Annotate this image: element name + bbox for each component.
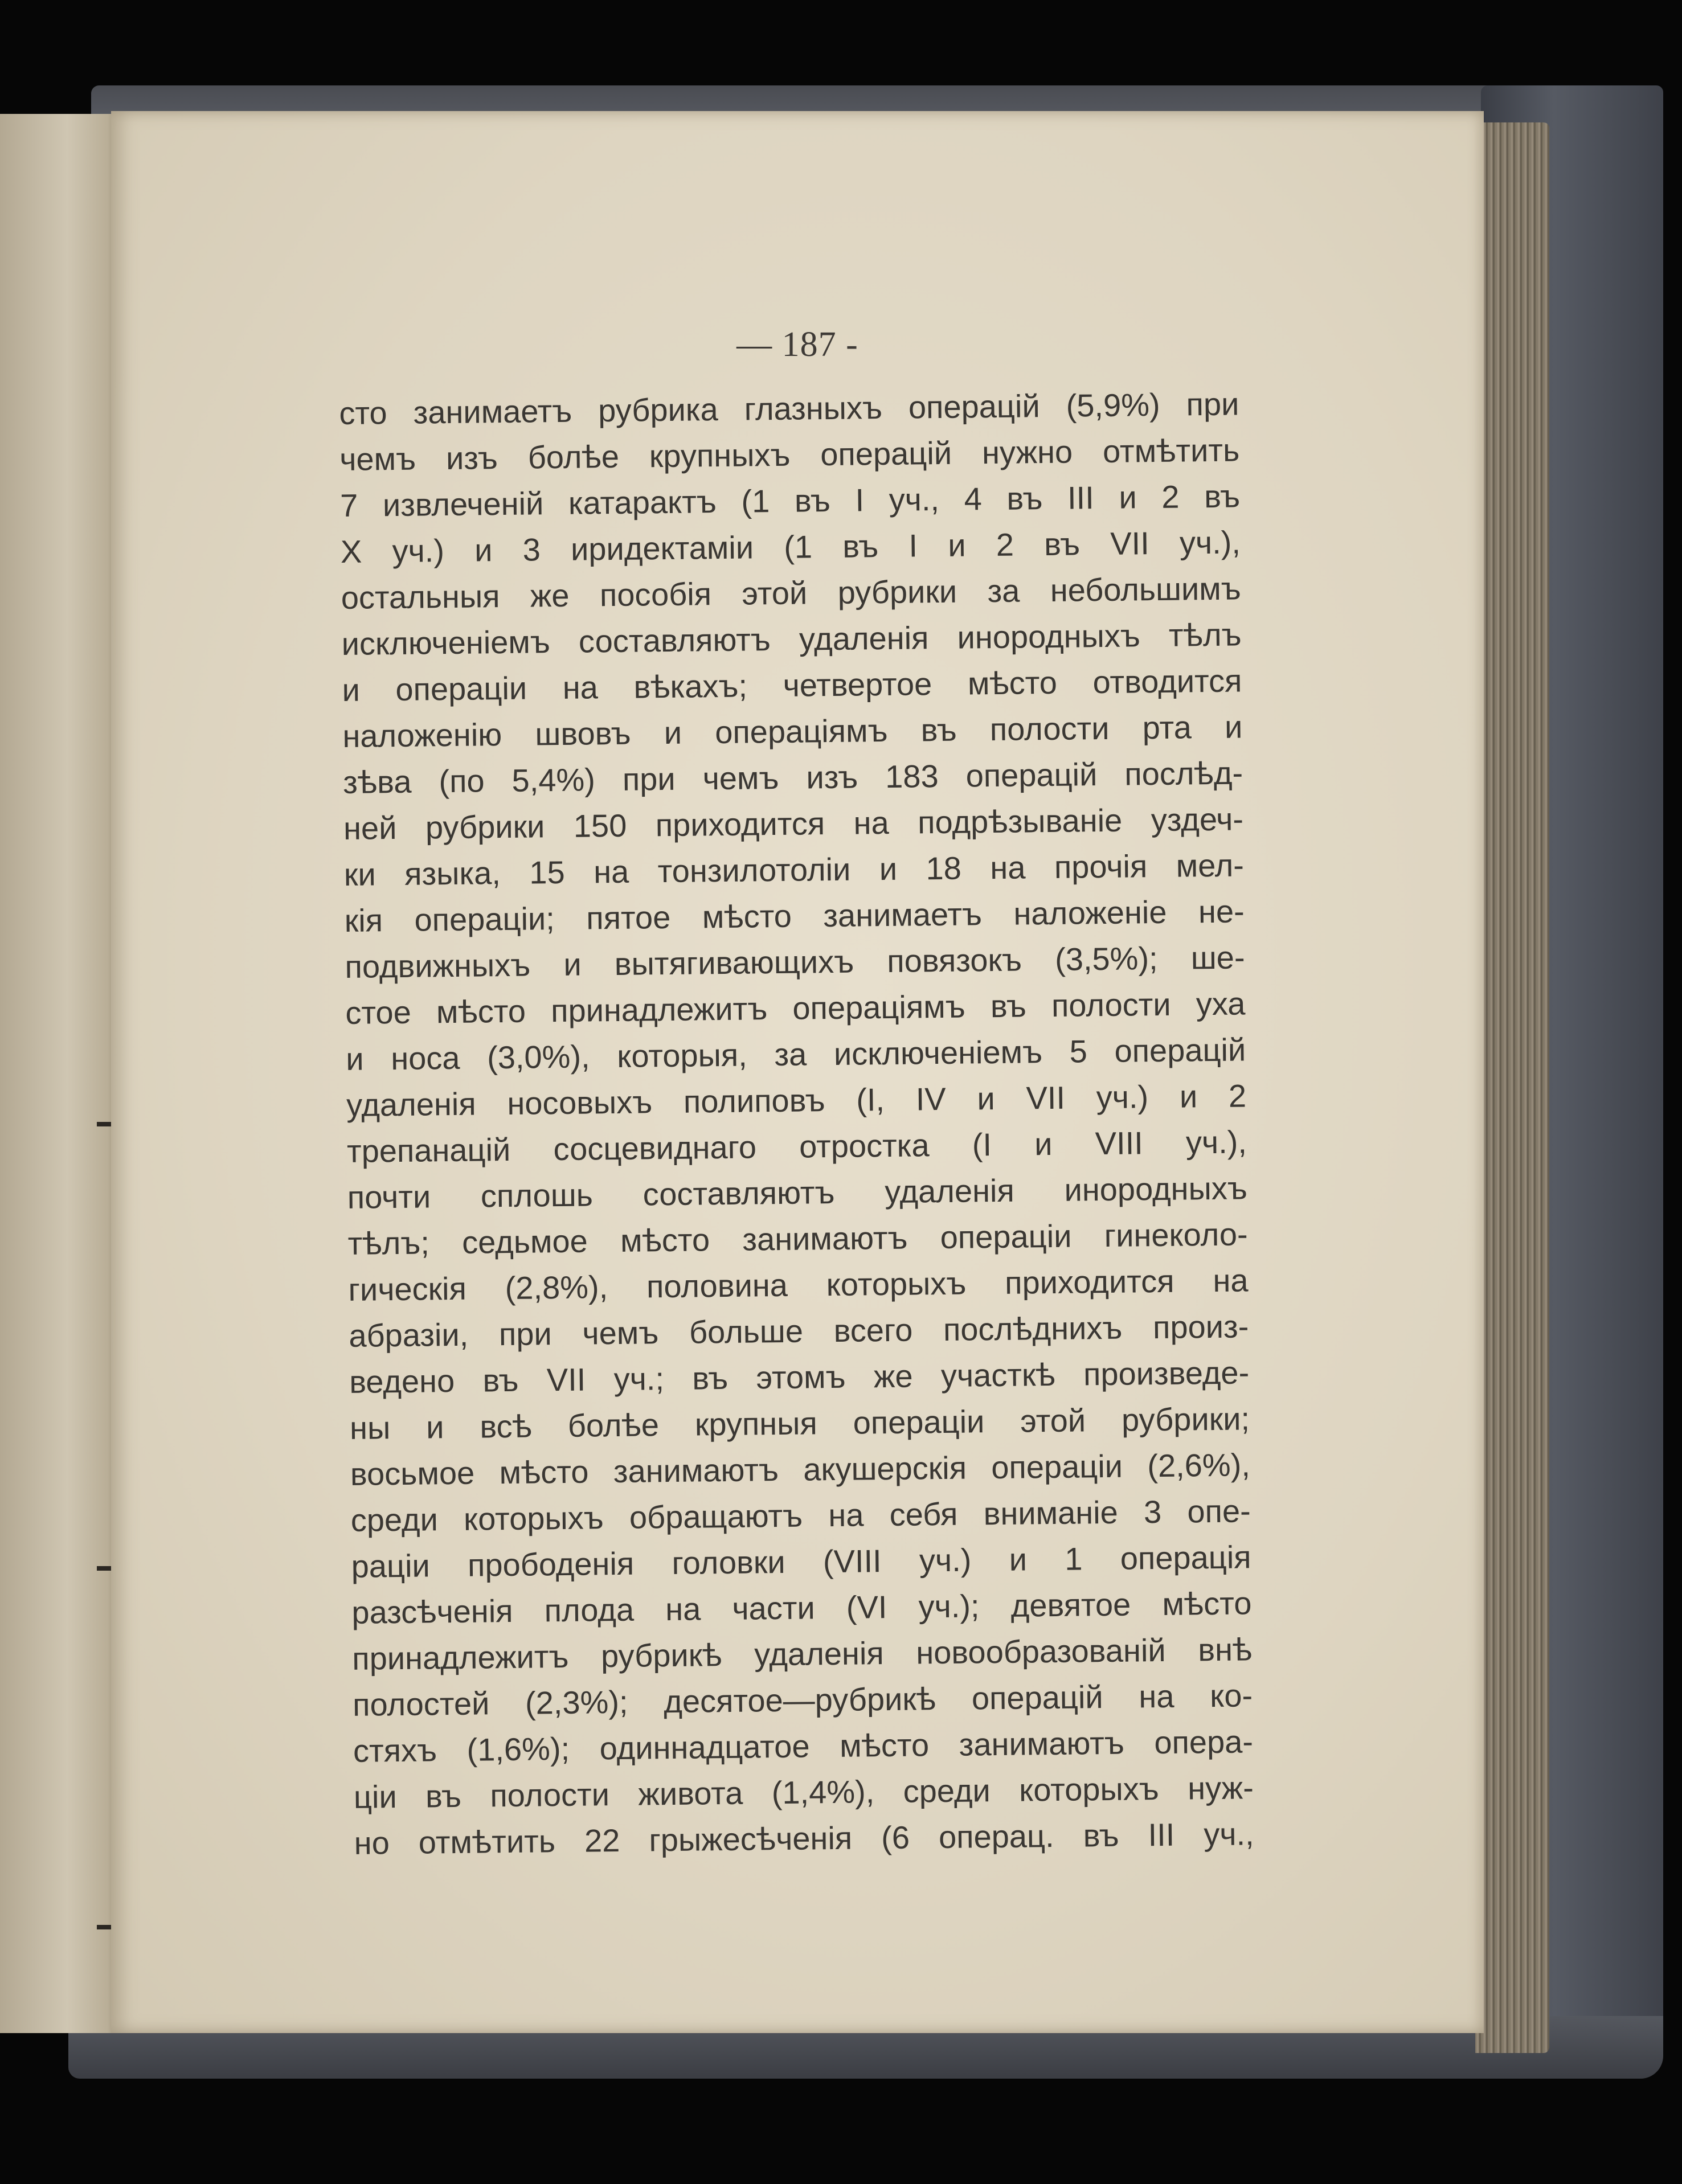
text-line: и операціи на вѣкахъ; четвертое мѣсто отводится xyxy=(342,662,1242,708)
text-line: чемъ изъ болѣе крупныхъ операцій нужно отмѣтить xyxy=(339,432,1240,477)
text-line: среди которыхъ обращаютъ на себя вниманіе 3 опе- xyxy=(350,1493,1251,1538)
text-line: полостей (2,3%); десятое—рубрикѣ операцій на ко- xyxy=(352,1677,1253,1723)
text-line: ны и всѣ болѣе крупныя операціи этой рубрики; xyxy=(349,1400,1250,1446)
text-line: восьмое мѣсто занимаютъ акушерскія операціи (2,6%), xyxy=(350,1447,1251,1492)
text-line: подвижныхъ и вытягивающихъ повязокъ (3,5%); ше- xyxy=(345,939,1245,985)
text-line: исключеніемъ составляютъ удаленія инородныхъ тѣлъ xyxy=(341,616,1242,662)
text-line: разсѣченія плода на части (VI уч.); девятое мѣсто xyxy=(351,1585,1252,1630)
page-number: — 187 - xyxy=(736,325,858,364)
text-line: ціи въ полости живота (1,4%), среди которыхъ нуж- xyxy=(353,1769,1254,1815)
text-line: удаленія носовыхъ полиповъ (I, IV и VII уч.) и 2 xyxy=(346,1077,1247,1123)
body-text xyxy=(339,380,1254,1866)
text-line: ведено въ VII уч.; въ этомъ же участкѣ произведе- xyxy=(349,1354,1250,1400)
text-line: стое мѣсто принадлежитъ операціямъ въ полости уха xyxy=(345,985,1246,1031)
text-line: гическія (2,8%), половина которыхъ приходится на xyxy=(348,1262,1249,1308)
text-line: и носа (3,0%), которыя, за исключеніемъ 5 операцій xyxy=(345,1031,1246,1077)
text-line: почти сплошь составляютъ удаленія инородныхъ xyxy=(347,1170,1248,1215)
text-line: 7 извлеченій катарактъ (1 въ I уч., 4 въ III и 2 въ xyxy=(339,478,1241,523)
text-line: трепанацій сосцевиднаго отростка (I и VIII уч.), xyxy=(346,1124,1247,1169)
text-line: ней рубрики 150 приходится на подрѣзываніе уздеч- xyxy=(343,801,1244,846)
text-line: принадлежитъ рубрикѣ удаленія новообразованій внѣ xyxy=(351,1631,1253,1677)
text-line: ки языка, 15 на тонзилотоліи и 18 на прочія мел- xyxy=(343,847,1245,892)
text-line: остальныя же пособія этой рубрики за небольшимъ xyxy=(341,570,1242,616)
previous-page-edge xyxy=(0,114,122,2033)
text-line: тѣлъ; седьмое мѣсто занимаютъ операціи гинеколо- xyxy=(347,1216,1248,1261)
text-line: зѣва (по 5,4%) при чемъ изъ 183 операцій послѣд- xyxy=(342,755,1243,800)
book-page xyxy=(111,111,1484,2033)
text-line: X уч.) и 3 иридектаміи (1 въ I и 2 въ VII уч.), xyxy=(340,524,1241,569)
text-line: сто занимаетъ рубрика глазныхъ операцій (5,9%) при xyxy=(339,386,1239,431)
text-line: наложенію швовъ и операціямъ въ полости рта и xyxy=(342,708,1243,754)
text-line: кія операціи; пятое мѣсто занимаетъ наложеніе не- xyxy=(344,893,1245,939)
text-line: но отмѣтить 22 грыжесѣченія (6 операц. въ III уч., xyxy=(354,1816,1254,1861)
text-line: раціи прободенія головки (VIII уч.) и 1 операція xyxy=(351,1539,1251,1584)
text-line: стяхъ (1,6%); одиннадцатое мѣсто занимаютъ опера- xyxy=(353,1723,1254,1769)
text-line: абразіи, при чемъ больше всего послѣднихъ произ- xyxy=(349,1308,1249,1354)
page-edges xyxy=(1475,122,1549,2053)
